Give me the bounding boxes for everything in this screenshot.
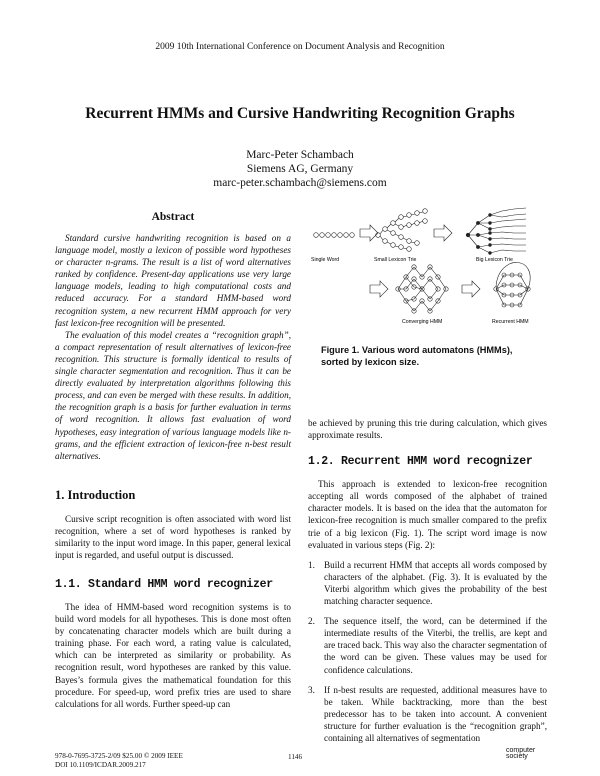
conference-line: 2009 10th International Conference on Document Analysis and Recognition [155,42,445,52]
recurrent-hmm [494,262,530,307]
label-recurrent-hmm: Recurrent HMM [492,319,529,325]
computer-society-logo [506,748,550,760]
label-big-trie: Big Lexicon Trie [476,257,513,263]
author-name: Marc-Peter Schambach [246,149,354,161]
figure-1-diagram [308,205,548,345]
list-item: 3. If n-best results are requested, additional measures have to be taken. While backtracking, more than the best predecessor has to be taken into account. A convenient structure for further evaluation is the “recognition graph”, containing all alternatives of segmentation [308,684,547,743]
section-1-1 [55,578,291,710]
list-item: 2. The sequence itself, the word, can be determined if the intermediate results of the Viterbi, the trellis, are kept and are traced back. This way also the character segmentation of the word can be given. These values may be used for confidence calculations. [308,616,547,675]
figure-1-caption: Figure 1. Various word automatons (HMMs), sorted by lexicon size. [321,345,513,367]
intro-paragraph: Cursive script recognition is often associated with word list recognition, where a set of word hypotheses is ranked by similarity to the input word image. In this paper, general lexical input is regarded, and useful output is discussed. [55,514,291,561]
steps-list [308,559,547,744]
footer-copyright: 978-0-7695-3725-2/09 $25.00 © 2009 IEEE [55,752,183,760]
footer-doi: DOI 10.1109/ICDAR.2009.217 [55,761,146,769]
intro-section [55,488,291,561]
intro-heading: 1. Introduction [55,488,136,502]
arrow-2 [434,225,452,241]
abstract-paragraph-2: The evaluation of this model creates a “recognition graph”, a compact representation of result alternatives of lexicon-free recognition. This structure is formally identical to results of single character segmentation and recognition. Thus it can be directly evaluated by interpretation algorithms following this process, and can even be merged with these results. In addition, the recognition graph is a basis for further evaluation in terms of word recognition. It allows fast evaluation of word hypotheses, easy integration of various language models like n-grams, and the efficient extraction of lexicon-free n-best result alternatives. [55,329,291,461]
page-number: 1146 [288,753,303,761]
abstract-heading: Abstract [151,211,195,223]
arrow-4 [462,281,480,297]
converging-hmm [396,265,448,313]
logo-line-1: computer [506,747,536,754]
single-word-automaton [314,233,355,238]
abstract-paragraph-1: Standard cursive handwriting recognition is based on a language model, mostly a lexicon of possible word hypotheses or character n-grams. The result is a list of word alternatives ranked by confidence. Present-day applications use very large language models, leading to high computational costs and reduced accuracy. For a standard HMM-based word recognition system, a new recurrent HMM approach for very fast lexicon-free recognition will be presented. [55,233,291,328]
small-lexicon-trie [376,209,428,252]
left-column [55,211,291,462]
section-1-2-paragraph: This approach is extended to lexicon-free recognition accepting all words composed of the alphabet of trained character models. It is based on the idea that the automaton for lexicon-free recognition is much smaller compared to the prefix trie of a big lexicon (Fig. 1). The script word image is now evaluated in various steps (Fig. 2): [308,479,547,550]
author-email: marc-peter.schambach@siemens.com [213,177,387,189]
paper-title: Recurrent HMMs and Cursive Handwriting Recognition Graphs [85,105,515,122]
section-1-2-heading: 1.2. Recurrent HMM word recognizer [308,455,533,469]
continued-paragraph: be achieved by pruning this trie during calculation, which gives approximate results. [308,418,547,441]
author-affiliation: Siemens AG, Germany [246,163,354,175]
label-single-word: Single Word [311,257,340,263]
big-lexicon-trie [466,208,526,254]
arrow-3 [370,281,388,297]
right-column [308,417,547,752]
arrow-1 [360,225,378,241]
logo-line-2: society [506,753,528,760]
list-item: 1. Build a recurrent HMM that accepts all words composed by characters of the alphabet. (Fig. 3). It is evaluated by the Viterbi algorithm which gives the probability of the best matching character sequence. [308,559,547,607]
section-1-1-paragraph: The idea of HMM-based word recognition systems is to build word models for all hypotheses. This is done most often by concatenating character models which are built during a training phase. For each word, a rating value is calculated, which can be interpreted as similarity or probability. As recognition result, word hypotheses are ranked by this value. Bayes’s formula gives the mathematical foundation for this procedure. For speed-up, word prefix tries are used to share calculations for all words. Further speed-up can [55,602,291,709]
label-converging-hmm: Converging HMM [402,319,443,325]
figure-1 [308,205,548,345]
label-small-trie: Small Lexicon Trie [374,257,417,263]
section-1-1-heading: 1.1. Standard HMM word recognizer [55,578,273,591]
